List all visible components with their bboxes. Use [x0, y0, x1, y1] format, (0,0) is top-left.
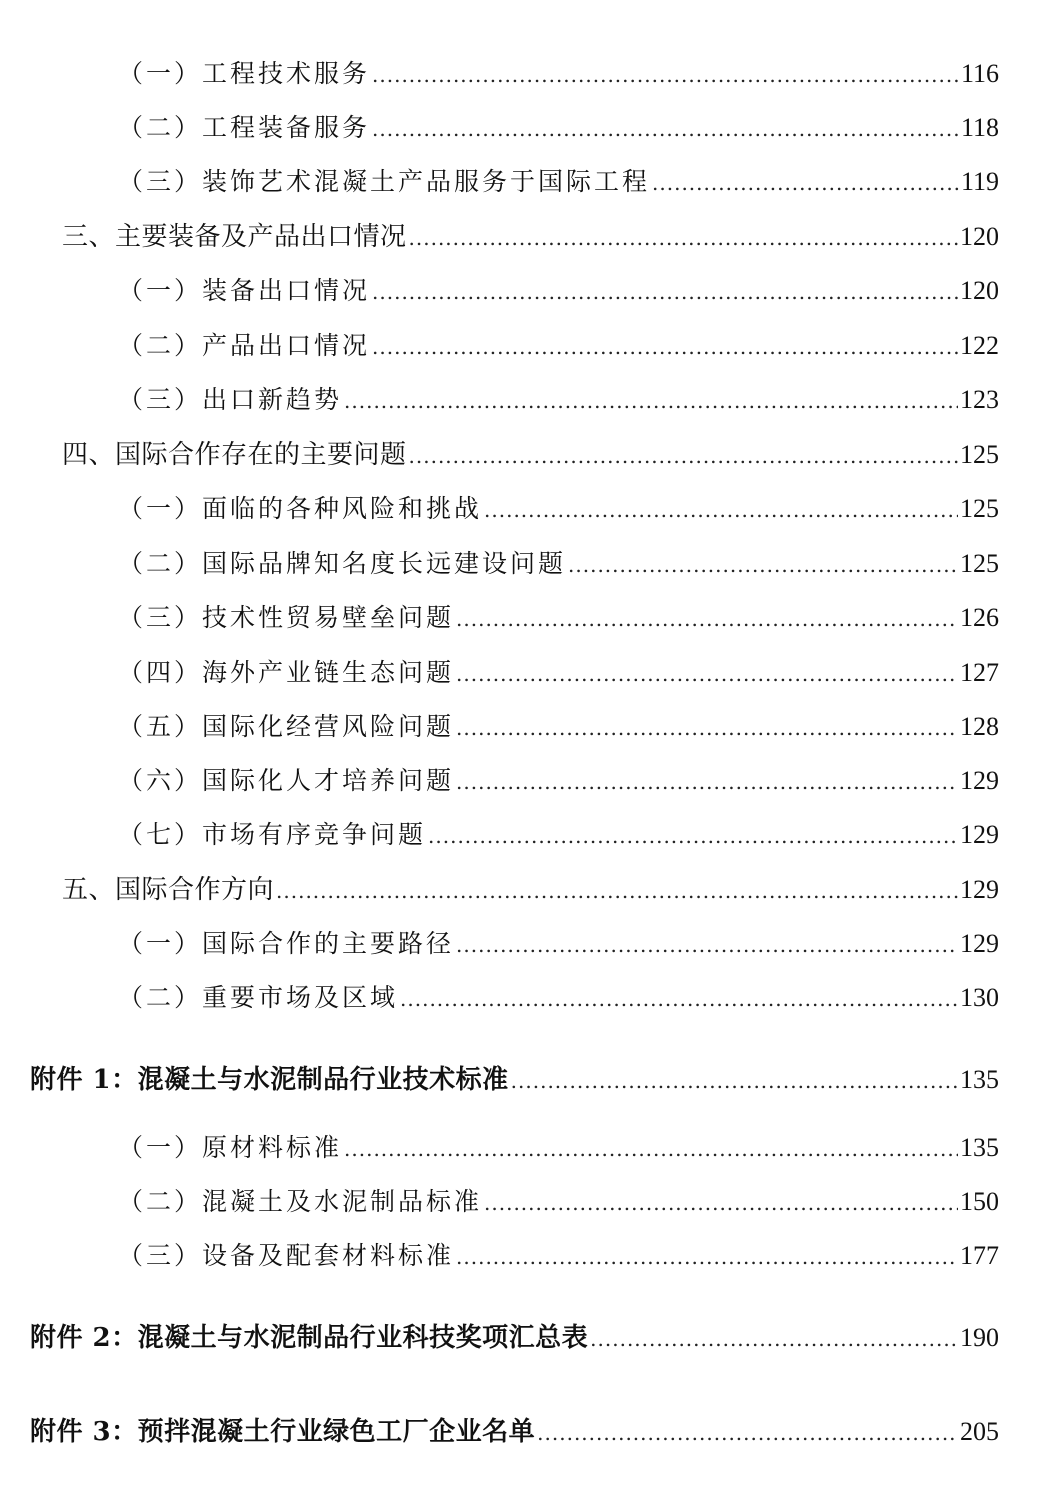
toc-entry[interactable] — [118, 111, 999, 145]
toc-entry-page: 127 — [960, 658, 999, 687]
toc-entry-page: 129 — [960, 766, 999, 795]
toc-appendix-entry[interactable] — [30, 1321, 999, 1355]
toc-entry-page: 135 — [960, 1065, 999, 1094]
toc-dot-leader — [511, 1064, 958, 1098]
toc-dot-leader — [456, 711, 958, 745]
toc-entry-page: 119 — [960, 167, 999, 196]
toc-entry[interactable] — [118, 981, 999, 1015]
toc-dot-leader — [428, 819, 958, 853]
toc-entry-page: 125 — [960, 549, 999, 578]
toc-dot-leader — [456, 765, 958, 799]
toc-entry-page: 125 — [960, 494, 999, 523]
toc-dot-leader — [344, 1132, 958, 1166]
toc-entry-page: 135 — [960, 1133, 999, 1162]
toc-entry-title: （七）市场有序竞争问题 — [118, 820, 427, 849]
toc-dot-leader — [456, 1240, 958, 1274]
toc-dot-leader — [372, 275, 958, 309]
toc-entry-page: 125 — [960, 440, 999, 469]
toc-entry-title: （三）设备及配套材料标准 — [118, 1241, 455, 1270]
toc-entry-title: （一）面临的各种风险和挑战 — [118, 494, 483, 523]
toc-dot-leader — [409, 439, 958, 473]
toc-entry[interactable] — [118, 927, 999, 961]
toc-dot-leader — [409, 221, 958, 255]
toc-appendix-entry[interactable] — [30, 1415, 999, 1449]
toc-entry[interactable] — [62, 220, 999, 254]
toc-dot-leader — [456, 928, 958, 962]
toc-entry[interactable] — [118, 274, 999, 308]
toc-entry-title: （三）技术性贸易壁垒问题 — [118, 603, 455, 632]
toc-entry[interactable] — [118, 710, 999, 744]
toc-dot-leader — [568, 548, 958, 582]
toc-entry-title: （二）产品出口情况 — [118, 331, 371, 360]
toc-entry-page: 128 — [960, 712, 999, 741]
toc-entry-page: 120 — [960, 222, 999, 251]
toc-entry[interactable] — [118, 818, 999, 852]
toc-entry-page: 177 — [960, 1241, 999, 1270]
toc-entry-title: （五）国际化经营风险问题 — [118, 712, 455, 741]
toc-entry[interactable] — [118, 656, 999, 690]
toc-appendix-entry[interactable] — [30, 1063, 999, 1097]
toc-dot-leader — [456, 602, 958, 636]
toc-entry[interactable] — [118, 1239, 999, 1273]
toc-entry-title: （一）国际合作的主要路径 — [118, 929, 455, 958]
toc-entry-page: 126 — [960, 603, 999, 632]
toc-entry-page: 120 — [960, 276, 999, 305]
toc-entry-title: （二）重要市场及区域 — [118, 983, 399, 1012]
toc-entry-page: 129 — [960, 875, 999, 904]
toc-entry[interactable] — [118, 764, 999, 798]
toc-entry-page: 118 — [960, 113, 999, 142]
toc-dot-leader — [372, 112, 959, 146]
toc-dot-leader — [484, 1186, 958, 1220]
toc-dot-leader — [537, 1416, 958, 1450]
toc-entry-title: （二）国际品牌知名度长远建设问题 — [118, 549, 567, 578]
toc-entry-page: 123 — [960, 385, 999, 414]
toc-entry-title: 四、国际合作存在的主要问题 — [62, 440, 407, 470]
toc-dot-leader — [372, 330, 958, 364]
toc-entry[interactable] — [62, 873, 999, 907]
toc-entry-page: 205 — [960, 1417, 999, 1446]
toc-entry-page: 190 — [960, 1323, 999, 1352]
toc-entry-page: 129 — [960, 820, 999, 849]
toc-entry-title: （六）国际化人才培养问题 — [118, 766, 455, 795]
toc-dot-leader — [372, 58, 959, 92]
toc-entry[interactable] — [118, 165, 999, 199]
toc-entry-title: 附件 2：混凝土与水泥制品行业科技奖项汇总表 — [30, 1323, 589, 1353]
toc-entry-title: 附件 3：预拌混凝土行业绿色工厂企业名单 — [30, 1417, 536, 1447]
toc-entry[interactable] — [118, 1185, 999, 1219]
toc-entry[interactable] — [118, 547, 999, 581]
toc-entry[interactable] — [118, 57, 999, 91]
toc-entry-title: 五、国际合作方向 — [62, 875, 275, 905]
toc-entry-page: 130 — [960, 983, 999, 1012]
toc-dot-leader — [344, 384, 958, 418]
toc-entry-title: （四）海外产业链生态问题 — [118, 658, 455, 687]
toc-dot-leader — [590, 1322, 958, 1356]
toc-entry-page: 129 — [960, 929, 999, 958]
toc-entry-page: 116 — [960, 59, 999, 88]
toc-dot-leader — [276, 874, 958, 908]
toc-dot-leader — [456, 657, 958, 691]
toc-entry-title: 三、主要装备及产品出口情况 — [62, 222, 407, 252]
toc-entry-title: （二）混凝土及水泥制品标准 — [118, 1187, 483, 1216]
toc-entry-title: （一）装备出口情况 — [118, 276, 371, 305]
toc-entry-title: （一）工程技术服务 — [118, 59, 371, 88]
toc-entry-page: 150 — [960, 1187, 999, 1216]
toc-dot-leader — [400, 982, 958, 1016]
toc-dot-leader — [652, 166, 959, 200]
toc-entry[interactable] — [118, 601, 999, 635]
toc-entry[interactable] — [118, 329, 999, 363]
toc-entry[interactable] — [62, 438, 999, 472]
toc-entry-title: 附件 1：混凝土与水泥制品行业技术标准 — [30, 1065, 509, 1095]
toc-entry[interactable] — [118, 1131, 999, 1165]
toc-entry-title: （一）原材料标准 — [118, 1133, 343, 1162]
toc-entry[interactable] — [118, 383, 999, 417]
toc-entry-title: （三）装饰艺术混凝土产品服务于国际工程 — [118, 167, 651, 196]
toc-entry-page: 122 — [960, 331, 999, 360]
toc-entry-title: （二）工程装备服务 — [118, 113, 371, 142]
toc-dot-leader — [484, 493, 958, 527]
toc-entry-title: （三）出口新趋势 — [118, 385, 343, 414]
toc-entry[interactable] — [118, 492, 999, 526]
